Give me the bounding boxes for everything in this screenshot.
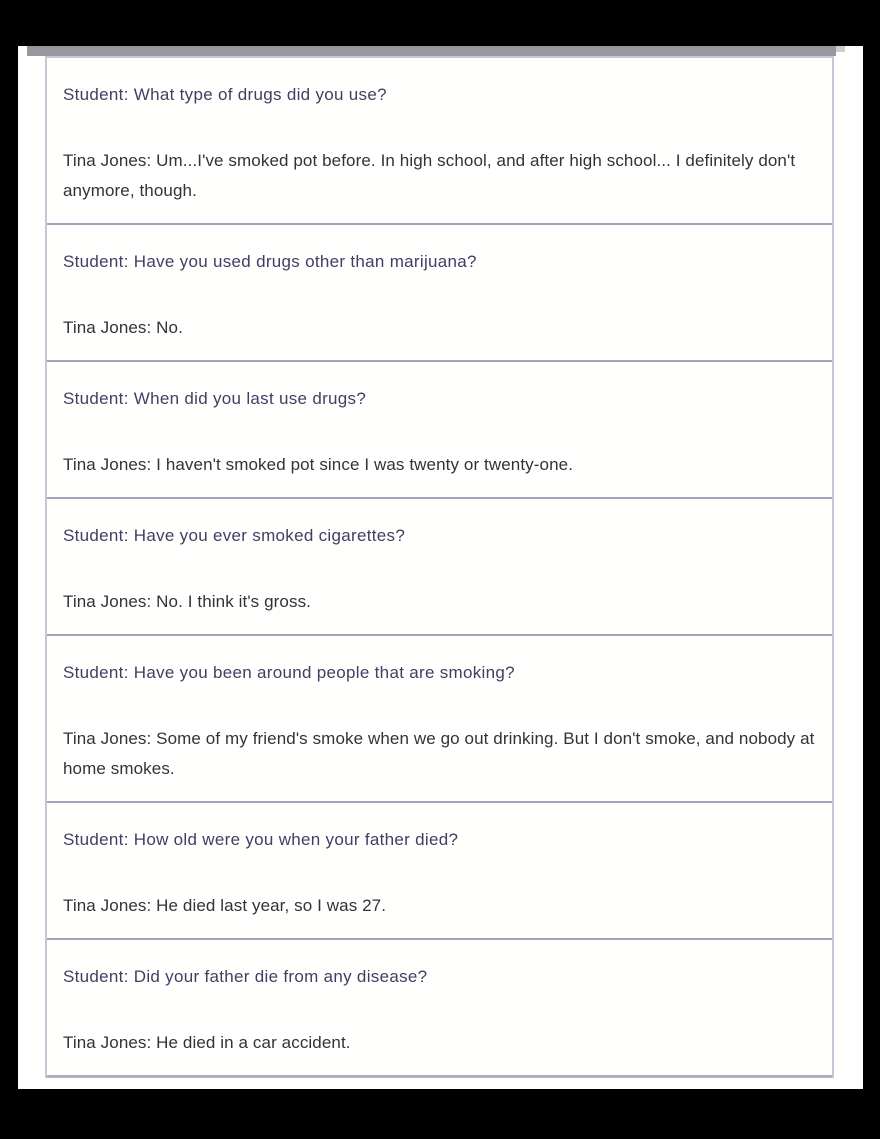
- transcript-row: [47, 636, 832, 803]
- patient-message: Tina Jones: Um...I've smoked pot before. In high school, and after high school... I definitely don't anymore, though.: [63, 151, 796, 200]
- transcript-row: [47, 940, 832, 1077]
- transcript-row: [47, 803, 832, 940]
- scrolled-header-remnant-cap: [836, 46, 845, 52]
- student-message: Student: Have you ever smoked cigarettes?: [63, 526, 406, 545]
- scrolled-header-remnant-bar: [27, 46, 836, 56]
- transcript-row: [47, 499, 832, 636]
- patient-message: Tina Jones: No.: [63, 318, 183, 337]
- patient-message: Tina Jones: I haven't smoked pot since I was twenty or twenty-one.: [63, 455, 574, 474]
- student-message: Student: Did your father die from any disease?: [63, 967, 428, 986]
- patient-message: Tina Jones: No. I think it's gross.: [63, 592, 311, 611]
- transcript-row: [47, 362, 832, 499]
- transcript-row: [47, 58, 832, 225]
- transcript-page: [18, 46, 863, 1089]
- student-message: Student: Have you used drugs other than marijuana?: [63, 252, 477, 271]
- student-message: Student: What type of drugs did you use?: [63, 85, 387, 104]
- patient-message: Tina Jones: He died last year, so I was 27.: [63, 896, 387, 915]
- transcript-row: [47, 225, 832, 362]
- student-message: Student: When did you last use drugs?: [63, 389, 367, 408]
- student-message: Student: Have you been around people that are smoking?: [63, 663, 515, 682]
- patient-message: Tina Jones: Some of my friend's smoke when we go out drinking. But I don't smoke, and nobody at home smokes.: [63, 729, 815, 778]
- student-message: Student: How old were you when your father died?: [63, 830, 459, 849]
- patient-message: Tina Jones: He died in a car accident.: [63, 1033, 351, 1052]
- transcript-table: [45, 56, 834, 1078]
